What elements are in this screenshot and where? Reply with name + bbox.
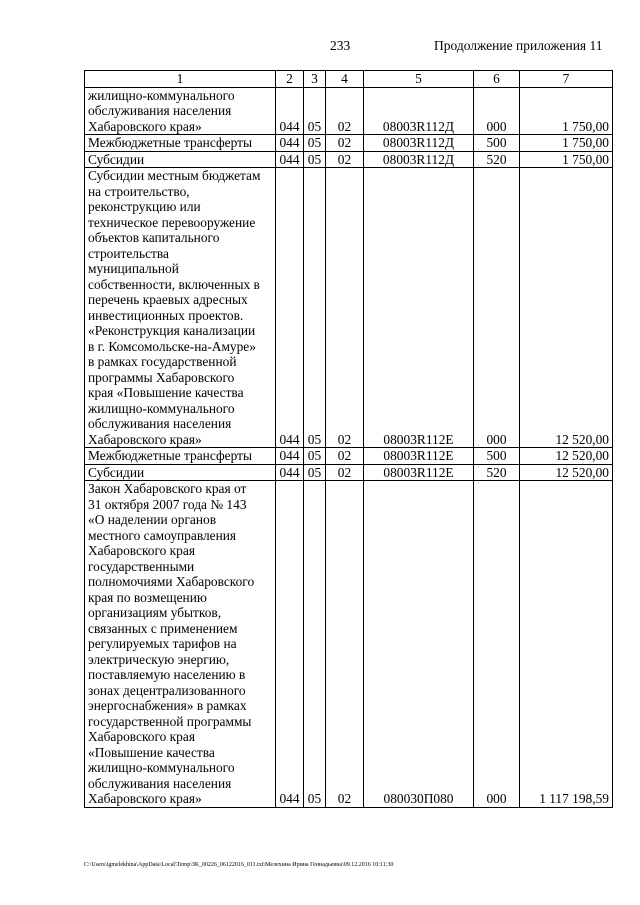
- column-header: 7: [520, 71, 613, 88]
- budget-table: [84, 70, 613, 808]
- amount: 1 750,00: [520, 87, 613, 135]
- ministry-code: 044: [276, 135, 304, 152]
- row-name: жилищно-коммунального обслуживания населения Хабаровского края»: [85, 87, 276, 135]
- row-name: Субсидии: [85, 151, 276, 168]
- amount: 12 520,00: [520, 168, 613, 448]
- row-name: Межбюджетные трансферты: [85, 135, 276, 152]
- column-header: 2: [276, 71, 304, 88]
- amount: 12 520,00: [520, 464, 613, 481]
- target-article-code: 080030П080: [364, 481, 474, 808]
- expense-type-code: 500: [474, 448, 520, 465]
- file-path-footer: C:\Users\igmelekhina\AppData\Local\Temp\ЗК_00226_06122016_011.txt\Мелехина Ирина Геннадьевна\09.12.2016 10:11:30: [84, 862, 394, 868]
- row-name: Субсидии местным бюджетам на строительство, реконструкцию или техническое перевооружение объектов капитального строительства муниципальной собственности, включенных в перечень краевых адресных инвестиционных проектов. «Реконструкция канализации в г. Комсомольске-на-Амуре» в рамках государственной программы Хабаровского края «Повышение качества жилищно-коммунального обслуживания населения Хабаровского края»: [85, 168, 276, 448]
- row-name: Межбюджетные трансферты: [85, 448, 276, 465]
- section-code: 05: [304, 481, 326, 808]
- ministry-code: 044: [276, 151, 304, 168]
- target-article-code: 08003R112Д: [364, 151, 474, 168]
- table-row: [85, 168, 613, 448]
- ministry-code: 044: [276, 464, 304, 481]
- subsection-code: 02: [326, 481, 364, 808]
- expense-type-code: 000: [474, 481, 520, 808]
- ministry-code: 044: [276, 481, 304, 808]
- amount: 1 750,00: [520, 135, 613, 152]
- target-article-code: 08003R112Д: [364, 135, 474, 152]
- ministry-code: 044: [276, 168, 304, 448]
- target-article-code: 08003R112E: [364, 448, 474, 465]
- table-row: [85, 87, 613, 135]
- section-code: 05: [304, 448, 326, 465]
- continuation-label: Продолжение приложения 11: [434, 38, 603, 53]
- section-code: 05: [304, 151, 326, 168]
- subsection-code: 02: [326, 168, 364, 448]
- table-header-row: [85, 71, 613, 88]
- column-header: 3: [304, 71, 326, 88]
- amount: 12 520,00: [520, 448, 613, 465]
- section-code: 05: [304, 168, 326, 448]
- amount: 1 117 198,59: [520, 481, 613, 808]
- target-article-code: 08003R112Д: [364, 87, 474, 135]
- table-row: [85, 481, 613, 808]
- subsection-code: 02: [326, 151, 364, 168]
- row-name: Субсидии: [85, 464, 276, 481]
- expense-type-code: 000: [474, 168, 520, 448]
- section-code: 05: [304, 135, 326, 152]
- ministry-code: 044: [276, 87, 304, 135]
- column-header: 1: [85, 71, 276, 88]
- section-code: 05: [304, 464, 326, 481]
- table-row: [85, 448, 613, 465]
- subsection-code: 02: [326, 464, 364, 481]
- subsection-code: 02: [326, 135, 364, 152]
- target-article-code: 08003R112E: [364, 168, 474, 448]
- column-header: 5: [364, 71, 474, 88]
- ministry-code: 044: [276, 448, 304, 465]
- table-row: [85, 135, 613, 152]
- subsection-code: 02: [326, 448, 364, 465]
- expense-type-code: 000: [474, 87, 520, 135]
- row-name: Закон Хабаровского края от 31 октября 2007 года № 143 «О наделении органов местного самоуправления Хабаровского края государственными полномочиями Хабаровского края по возмещению организациям убытков, связанных с применением регулируемых тарифов на электрическую энергию, поставляемую населению в зонах децентрализованного энергоснабжения» в рамках государственной программы Хабаровского края «Повышение качества жилищно-коммунального обслуживания населения Хабаровского края»: [85, 481, 276, 808]
- expense-type-code: 520: [474, 151, 520, 168]
- expense-type-code: 520: [474, 464, 520, 481]
- table-row: [85, 464, 613, 481]
- section-code: 05: [304, 87, 326, 135]
- column-header: 4: [326, 71, 364, 88]
- amount: 1 750,00: [520, 151, 613, 168]
- table-row: [85, 151, 613, 168]
- column-header: 6: [474, 71, 520, 88]
- page-number: 233: [330, 38, 351, 53]
- target-article-code: 08003R112E: [364, 464, 474, 481]
- expense-type-code: 500: [474, 135, 520, 152]
- subsection-code: 02: [326, 87, 364, 135]
